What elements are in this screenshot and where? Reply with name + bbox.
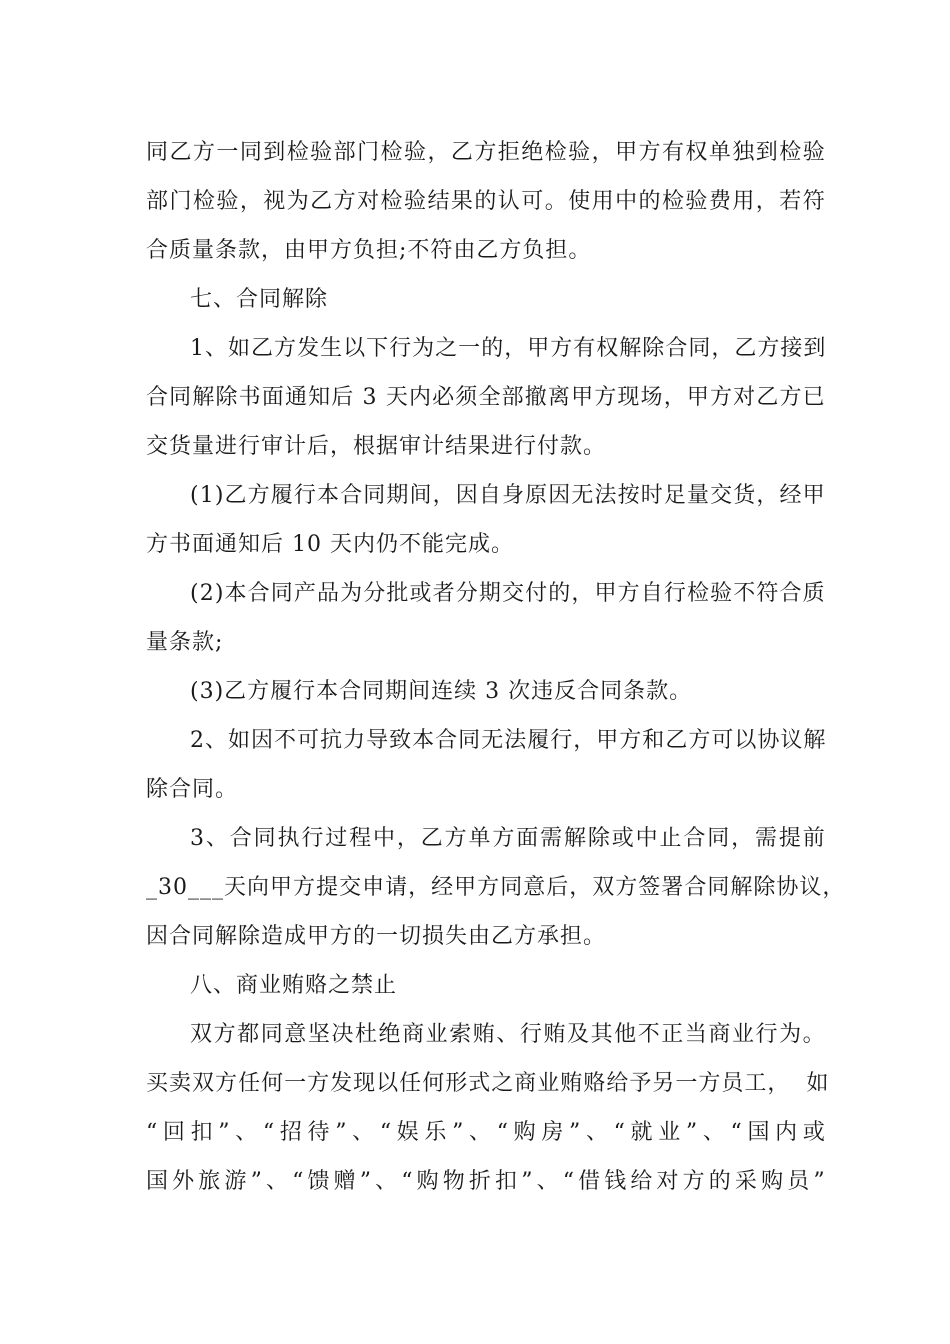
text-line: 买 卖 双 方 任 何 一 方 发 现 以 任 何 形 式 之 商 业 贿 赂 给 予 另 一 方 员 工 ， 如 — [146, 1071, 830, 1096]
text-line: 合 同 解 除 书 面 通 知 后 3 天 内 必 须 全 部 撤 离 甲 方 现 场 ， 甲 方 对 乙 方 已 — [146, 385, 826, 410]
text-line: 同 乙 方 一 同 到 检 验 部 门 检 验 ， 乙 方 拒 绝 检 验 ， 甲 方 有 权 单 独 到 检 验 — [146, 140, 826, 165]
text-line: 因合同解除造成甲方的一切损失由乙方承担。 — [146, 924, 607, 949]
text-line: 方书面通知后 10 天内仍不能完成。 — [146, 532, 514, 557]
text-line: 七、合同解除 — [190, 287, 329, 312]
text-line: 除合同。 — [146, 777, 239, 802]
text-line: 八、商业贿赂之禁止 — [190, 973, 398, 998]
text-line: “ 回 扣 ” 、 “ 招 待 ” 、 “ 娱 乐 ” 、 “ 购 房 ” 、 “ 就 业 ” 、 “ 国 内 或 — [146, 1120, 826, 1145]
text-line: ( 1 ) 乙 方 履 行 本 合 同 期 间 ， 因 自 身 原 因 无 法 按 时 足 量 交 货 ， 经 甲 — [190, 483, 826, 508]
text-line: 3 、 合 同 执 行 过 程 中 ， 乙 方 单 方 面 需 解 除 或 中 止 合 同 ， 需 提 前 — [190, 826, 826, 851]
text-line: _ 3 0 _ _ _ 天 向 甲 方 提 交 申 请 ， 经 甲 方 同 意 后 ， 双 方 签 署 合 同 解 除 协 议 ， — [146, 875, 846, 900]
text-line: 部 门 检 验 ， 视 为 乙 方 对 检 验 结 果 的 认 可 。 使 用 中 的 检 验 费 用 ， 若 符 — [146, 189, 826, 214]
text-line: 交货量进行审计后，根据审计结果进行付款。 — [146, 434, 607, 459]
text-line: ( 2 ) 本 合 同 产 品 为 分 批 或 者 分 期 交 付 的 ， 甲 方 自 行 检 验 不 符 合 质 — [190, 581, 826, 606]
text-line: 合质量条款，由甲方负担;不符由乙方负担。 — [146, 238, 592, 263]
text-line: 量条款; — [146, 630, 224, 655]
text-line: (3)乙方履行本合同期间连续 3 次违反合同条款。 — [190, 679, 693, 704]
text-line: 2 、 如 因 不 可 抗 力 导 致 本 合 同 无 法 履 行 ， 甲 方 和 乙 方 可 以 协 议 解 — [190, 728, 827, 753]
text-line: 1 、 如 乙 方 发 生 以 下 行 为 之 一 的 ， 甲 方 有 权 解 除 合 同 ， 乙 方 接 到 — [190, 336, 827, 361]
text-line: 国 外 旅 游 ” 、 “ 馈 赠 ” 、 “ 购 物 折 扣 ” 、 “ 借 钱 给 对 方 的 采 购 员 ” — [146, 1169, 826, 1194]
text-line: 双 方 都 同 意 坚 决 杜 绝 商 业 索 贿 、 行 贿 及 其 他 不 正 当 商 业 行 为 。 — [190, 1022, 826, 1047]
document-body — [146, 128, 846, 1206]
